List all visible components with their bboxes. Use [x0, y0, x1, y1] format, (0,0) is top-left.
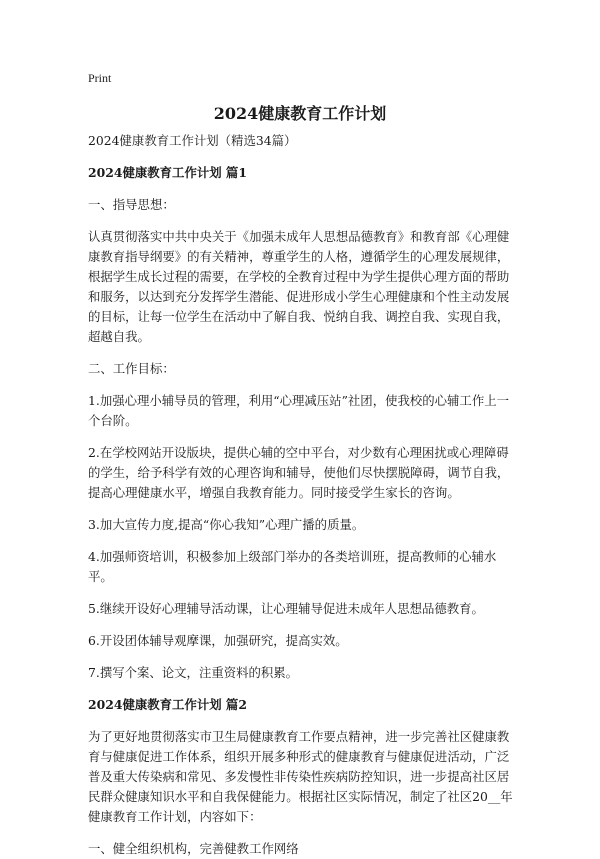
- goal-item: 1.加强心理小辅导员的管理，利用“心理减压站”社团，使我校的心辅工作上一个台阶。: [88, 393, 509, 428]
- print-link[interactable]: Print: [88, 71, 112, 85]
- section2-item-1: 一、健全组织机构，完善健教工作网络: [88, 841, 299, 856]
- guide-heading: 一、指导思想：: [88, 197, 175, 212]
- goal-item: 4.加强师资培训，积极参加上级部门举办的各类培训班，提高教师的心辅水平。: [88, 549, 497, 584]
- document-title: 2024健康教育工作计划: [213, 104, 387, 123]
- section-heading-1: 2024健康教育工作计划 篇1: [88, 165, 247, 180]
- goal-item: 6.开设团体辅导观摩课，加强研究，提高实效。: [88, 633, 348, 648]
- section2-intro-paragraph: 为了更好地贯彻落实市卫生局健康教育工作要点精神，进一步完善社区健康教育与健康促进工作体系，组织开展多种形式的健康教育与健康促进活动，广泛普及重大传染病和常见、多发慢性非传染性疾病防控知识，进一步提高社区居民群众健康知识水平和自我保健能力。根据社区实际情况，制定了社区20__年健康教育工作计划，内容如下：: [88, 729, 513, 824]
- section-heading-2: 2024健康教育工作计划 篇2: [88, 697, 247, 712]
- guide-paragraph: 认真贯彻落实中共中央关于《加强未成年人思想品德教育》和教育部《心理健康教育指导纲要》的有关精神，尊重学生的人格，遵循学生的心理发展规律，根据学生成长过程的需要，在学校的全教育过程中为学生提供心理方面的帮助和服务，以达到充分发挥学生潜能、促进形成小学生心理健康和个性主动发展的目标，让每一位学生在活动中了解自我、悦纳自我、调控自我、实现自我，超越自我。: [88, 229, 510, 344]
- goals-heading: 二、工作目标：: [88, 361, 175, 376]
- goal-item: 5.继续开设好心理辅导活动课，让心理辅导促进未成年人思想品德教育。: [88, 601, 484, 616]
- goal-item: 2.在学校网站开设版块，提供心辅的空中平台，对少数有心理困扰或心理障碍的学生，给予科学有效的心理咨询和辅导，使他们尽快摆脱障碍，调节自我，提高心理健康水平，增强自我教育能力。同时接受学生家长的咨询。: [88, 445, 510, 500]
- goal-item: 3.加大宣传力度,提高“你心我知”心理广播的质量。: [88, 517, 365, 532]
- document-subtitle: 2024健康教育工作计划（精选34篇）: [88, 133, 297, 148]
- document-body: [88, 131, 520, 859]
- goal-item: 7.撰写个案、论文，注重资料的积累。: [88, 665, 299, 680]
